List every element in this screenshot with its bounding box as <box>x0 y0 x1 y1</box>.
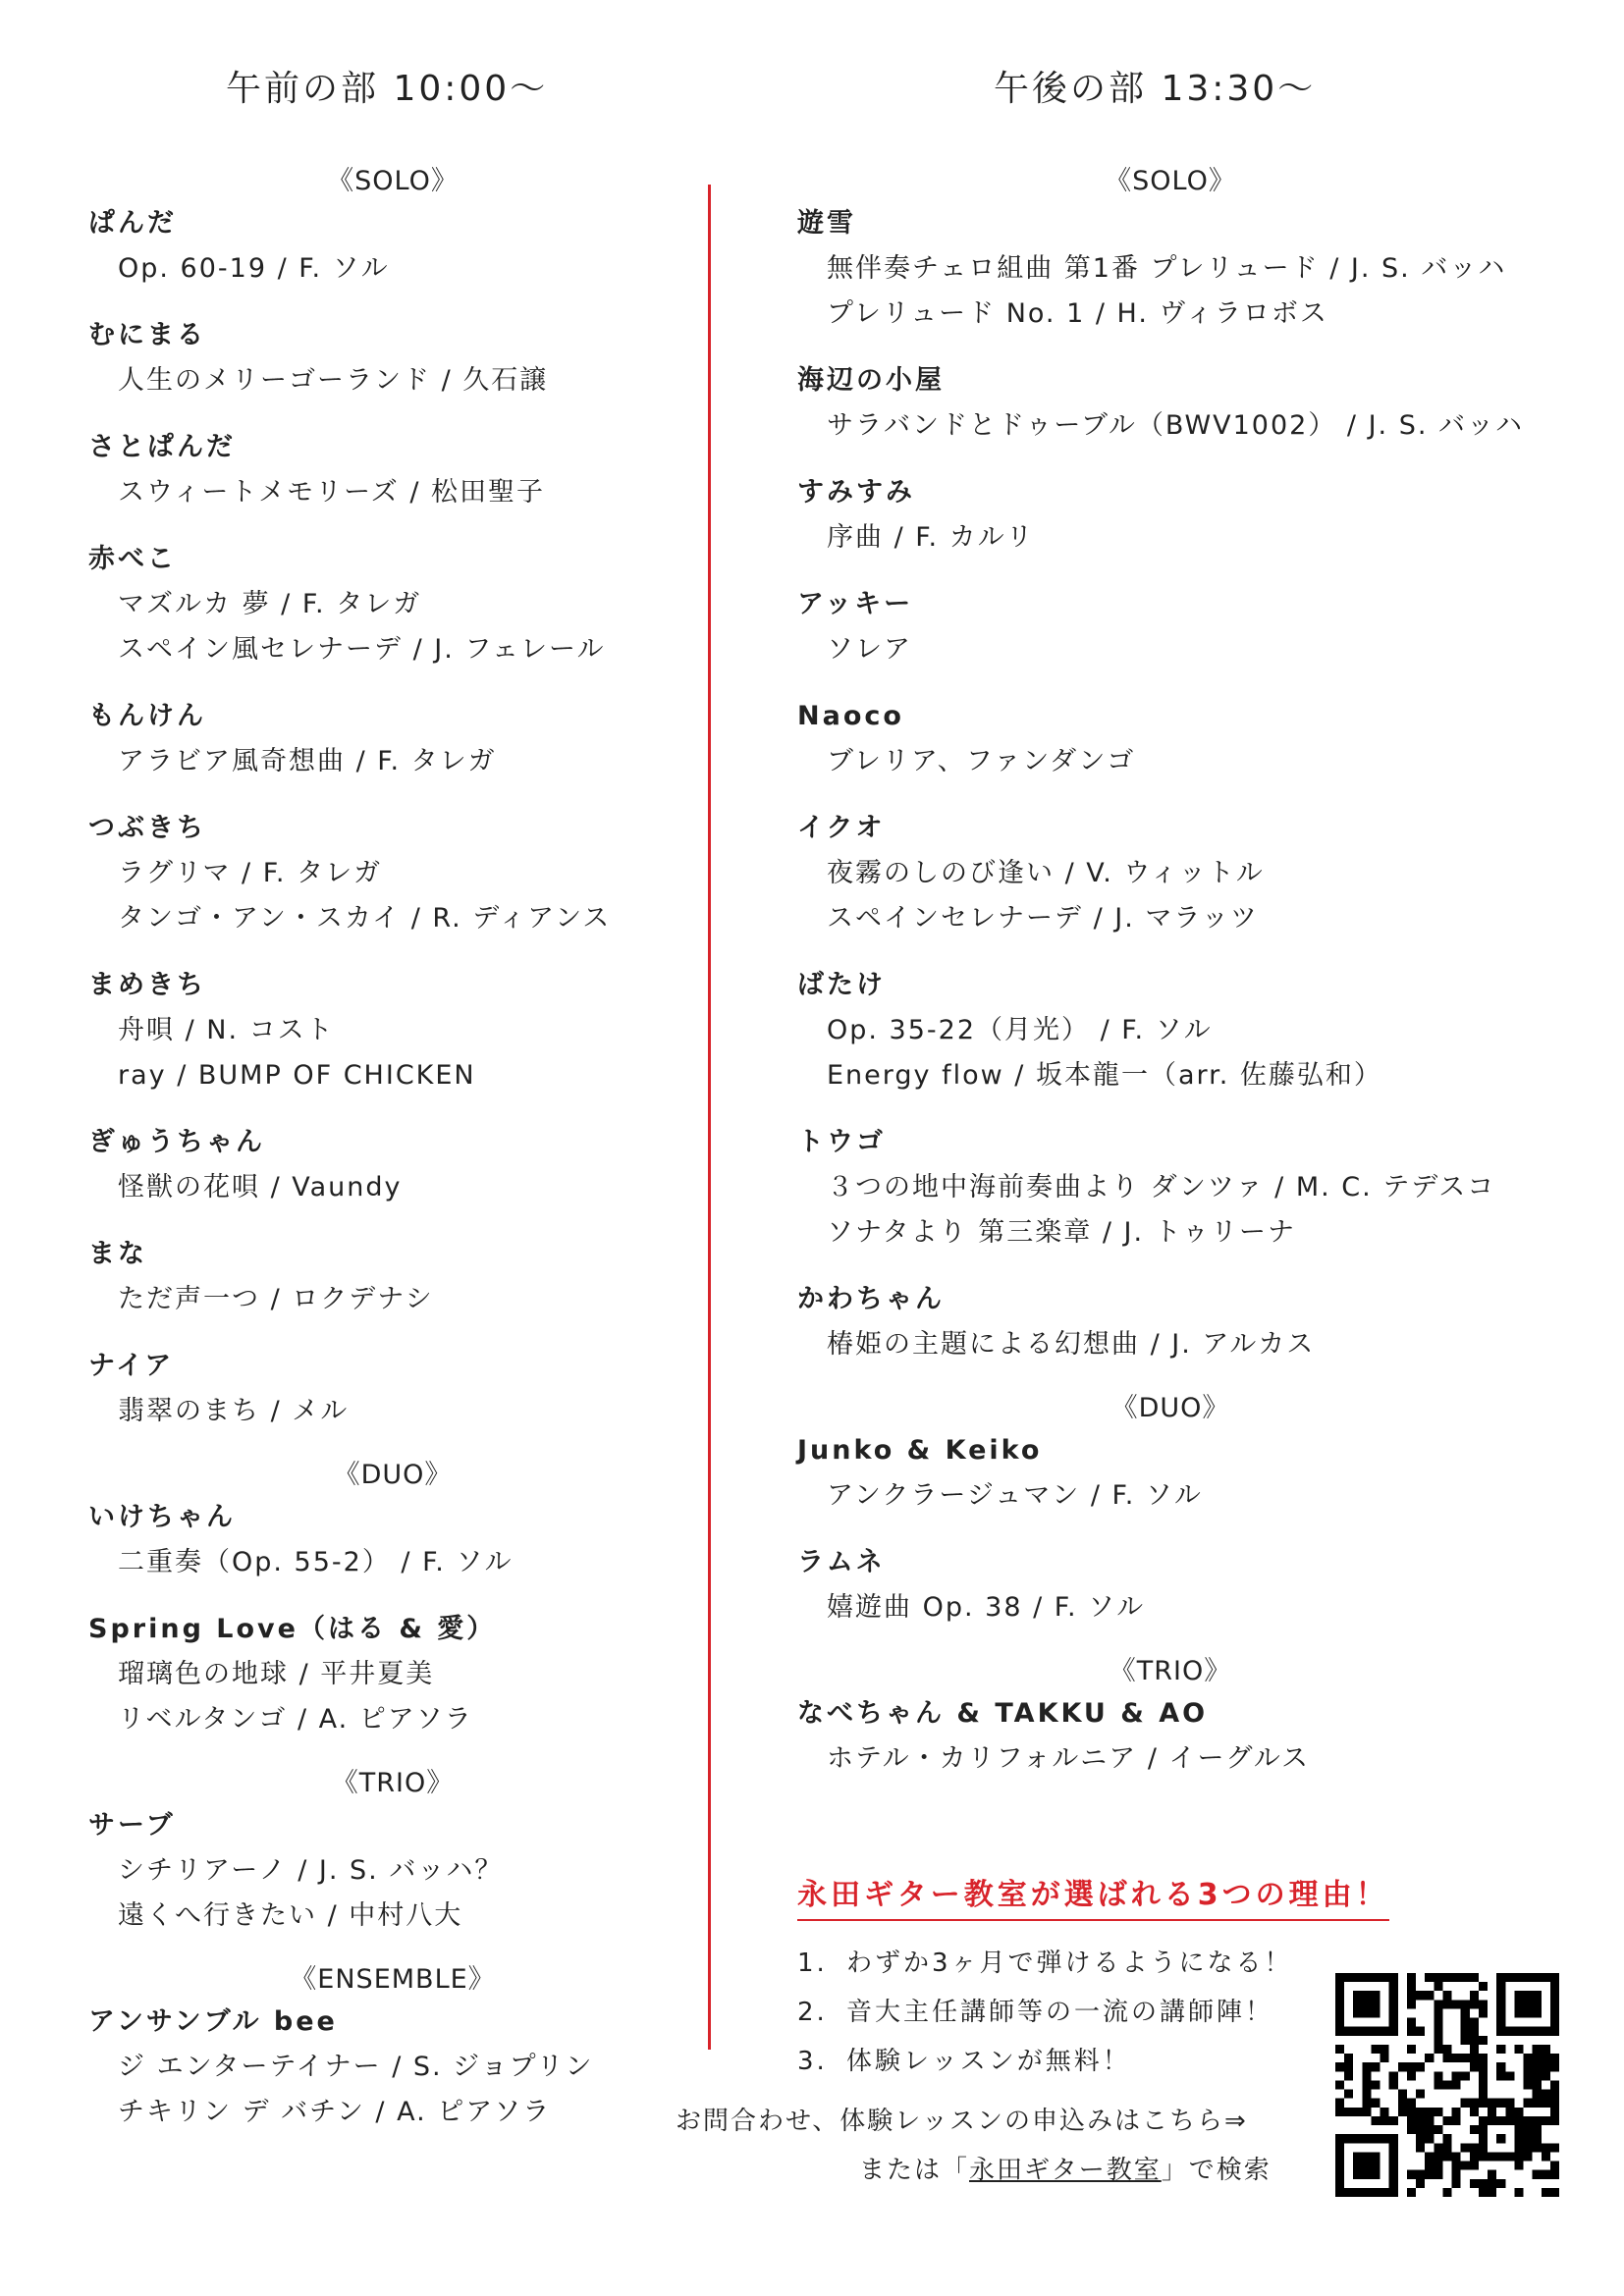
program-entry <box>88 694 697 784</box>
performer-name: 赤べこ <box>88 544 177 574</box>
program-entry <box>797 694 1543 784</box>
piece-title: 序曲 / F. カルリ <box>827 522 1035 553</box>
piece-title: シチリアーノ / J. S. バッハ？ <box>118 1855 504 1886</box>
piece-title: Op. 35-22（月光） / F. ソル <box>827 1015 1213 1045</box>
performer-name: ぎゅうちゃん <box>88 1127 265 1157</box>
morning-program <box>88 162 697 2157</box>
reason-text: 音大主任講師等の一流の講師陣！ <box>846 1998 1274 2027</box>
section-heading: 《TRIO》 <box>1109 1656 1232 1686</box>
performer-name: トウゴ <box>797 1127 886 1157</box>
promo-title: 永田ギター教室が選ばれる3つの理由！ <box>797 1870 1389 1921</box>
piece-title: タンゴ・アン・スカイ / R. ディアンス <box>118 903 612 934</box>
piece-title: マズルカ 夢 / F. タレガ <box>118 589 422 619</box>
program-entry <box>88 806 697 941</box>
performer-name: イクオ <box>797 813 886 843</box>
piece-title: ホテル・カリフォルニア / イーグルス <box>827 1743 1310 1774</box>
afternoon-title: 午後の部 13:30〜 <box>994 69 1317 109</box>
piece-title: ブレリア、ファンダンゴ <box>827 746 1136 776</box>
program-entry <box>88 1232 697 1322</box>
performer-name: つぶきち <box>88 813 206 843</box>
performer-name: まな <box>88 1239 147 1269</box>
reason-text: 体験レッスンが無料！ <box>846 2047 1131 2076</box>
piece-title: アンクラージュマン / F. ソル <box>827 1480 1203 1511</box>
piece-title: 夜霧のしのび逢い / V. ウィットル <box>827 858 1265 888</box>
program-entry <box>797 470 1543 561</box>
performer-name: ラムネ <box>797 1547 886 1577</box>
piece-title: サラバンドとドゥーブル（BWV1002） / J. S. バッハ <box>827 410 1525 441</box>
piece-title: チキリン デ バチン / A. ピアソラ <box>118 2097 552 2127</box>
performer-name: アンサンブル bee <box>88 2006 338 2037</box>
section-heading: 《DUO》 <box>333 1460 453 1490</box>
program-entry <box>797 201 1543 337</box>
program-entry <box>88 963 697 1098</box>
piece-title: 遠くへ行きたい / 中村八大 <box>118 1900 463 1931</box>
piece-title: Energy flow / 坂本龍一（arr. 佐藤弘和） <box>827 1060 1382 1091</box>
section-heading: 《TRIO》 <box>331 1768 455 1798</box>
piece-title: 怪獣の花唄 / Vaundy <box>118 1172 403 1202</box>
column-divider <box>708 185 711 2050</box>
piece-title: リベルタンゴ / A. ピアソラ <box>118 1704 473 1735</box>
piece-title: ray / BUMP OF CHICKEN <box>118 1060 476 1091</box>
search-suffix: 」で検索 <box>1161 2156 1272 2185</box>
reason-text: わずか3ヶ月で弾けるようになる！ <box>846 1949 1293 1978</box>
program-entry <box>797 358 1543 449</box>
performer-name: ぱんだ <box>88 208 177 239</box>
program-entry <box>88 1120 697 1210</box>
morning-title: 午前の部 10:00〜 <box>226 69 549 109</box>
performer-name: いけちゃん <box>88 1502 236 1532</box>
piece-title: 椿姫の主題による幻想曲 / J. アルカス <box>827 1329 1316 1360</box>
program-entry <box>88 425 697 515</box>
program-entry <box>797 1428 1543 1519</box>
program-entry <box>797 1120 1543 1255</box>
piece-title: スウィートメモリーズ / 松田聖子 <box>118 477 546 507</box>
performer-name: まめきち <box>88 970 206 1000</box>
performer-name: かわちゃん <box>797 1284 945 1314</box>
piece-title: 翡翠のまち / メル <box>118 1396 350 1426</box>
piece-title: ソレア <box>827 634 912 665</box>
afternoon-program <box>797 162 1543 1803</box>
performer-name: サーブ <box>88 1810 176 1841</box>
program-entry <box>88 1803 697 1939</box>
performer-name: むにまる <box>88 320 206 350</box>
piece-title: アラビア風奇想曲 / F. タレガ <box>118 746 497 776</box>
piece-title: ソナタより 第三楽章 / J. トゥリーナ <box>827 1217 1296 1248</box>
piece-title: ３つの地中海前奏曲より ダンツァ / M. C. テデスコ <box>827 1172 1496 1202</box>
search-line <box>859 2150 1272 2186</box>
program-entry <box>797 1691 1543 1782</box>
performer-name: ナイア <box>88 1351 175 1381</box>
program-entry <box>88 1607 697 1742</box>
piece-title: プレリュード No. 1 / H. ヴィラロボス <box>827 298 1328 329</box>
piece-title: 無伴奏チェロ組曲 第1番 プレリュード / J. S. バッハ <box>827 253 1507 284</box>
piece-title: ただ声一つ / ロクデナシ <box>118 1284 434 1314</box>
performer-name: Naoco <box>797 701 904 731</box>
piece-title: Op. 60-19 / F. ソル <box>118 253 390 284</box>
search-prefix: または「 <box>859 2156 970 2185</box>
piece-title: 嬉遊曲 Op. 38 / F. ソル <box>827 1592 1146 1623</box>
performer-name: アッキー <box>797 589 914 619</box>
program-entry <box>797 806 1543 941</box>
piece-title: スペインセレナーデ / J. マラッツ <box>827 903 1259 934</box>
piece-title: ジ エンターテイナー / S. ジョプリン <box>118 2052 594 2082</box>
program-entry <box>88 313 697 403</box>
search-term-link[interactable]: 永田ギター教室 <box>969 2156 1162 2185</box>
program-entry <box>88 2000 697 2135</box>
performer-name: Junko & Keiko <box>797 1435 1043 1466</box>
piece-title: 瑠璃色の地球 / 平井夏美 <box>118 1659 435 1689</box>
section-heading: 《ENSEMBLE》 <box>290 1964 496 1995</box>
section-heading: 《SOLO》 <box>1105 166 1236 196</box>
program-entry <box>797 963 1543 1098</box>
piece-title: 人生のメリーゴーランド / 久石譲 <box>118 365 549 396</box>
piece-title: 二重奏（Op. 55-2） / F. ソル <box>118 1547 514 1577</box>
program-entry <box>88 1344 697 1434</box>
qr-code-icon[interactable] <box>1335 1973 1559 2197</box>
performer-name: 海辺の小屋 <box>797 365 945 396</box>
piece-title: スペイン風セレナーデ / J. フェレール <box>118 634 606 665</box>
reason-number: 3. <box>797 2047 828 2076</box>
piece-title: ラグリマ / F. タレガ <box>118 858 383 888</box>
program-entry <box>797 1540 1543 1630</box>
program-entry <box>88 537 697 672</box>
performer-name: すみすみ <box>797 477 915 507</box>
program-entry <box>88 1495 697 1585</box>
section-heading: 《DUO》 <box>1110 1393 1230 1423</box>
reason-number: 1. <box>797 1949 828 1978</box>
performer-name: Spring Love（はる & 愛） <box>88 1614 497 1644</box>
section-heading: 《SOLO》 <box>327 166 459 196</box>
performer-name: なべちゃん & TAKKU & AO <box>797 1698 1209 1729</box>
reason-number: 2. <box>797 1998 828 2027</box>
performer-name: 遊雪 <box>797 208 856 239</box>
performer-name: さとぱんだ <box>88 432 236 462</box>
program-entry <box>88 201 697 292</box>
program-entry <box>797 582 1543 672</box>
piece-title: 舟唄 / N. コスト <box>118 1015 335 1045</box>
performer-name: ばたけ <box>797 970 886 1000</box>
contact-line: お問合わせ、体験レッスンの申込みはこちら⇒ <box>676 2107 1248 2136</box>
program-entry <box>797 1277 1543 1367</box>
performer-name: もんけん <box>88 701 206 731</box>
